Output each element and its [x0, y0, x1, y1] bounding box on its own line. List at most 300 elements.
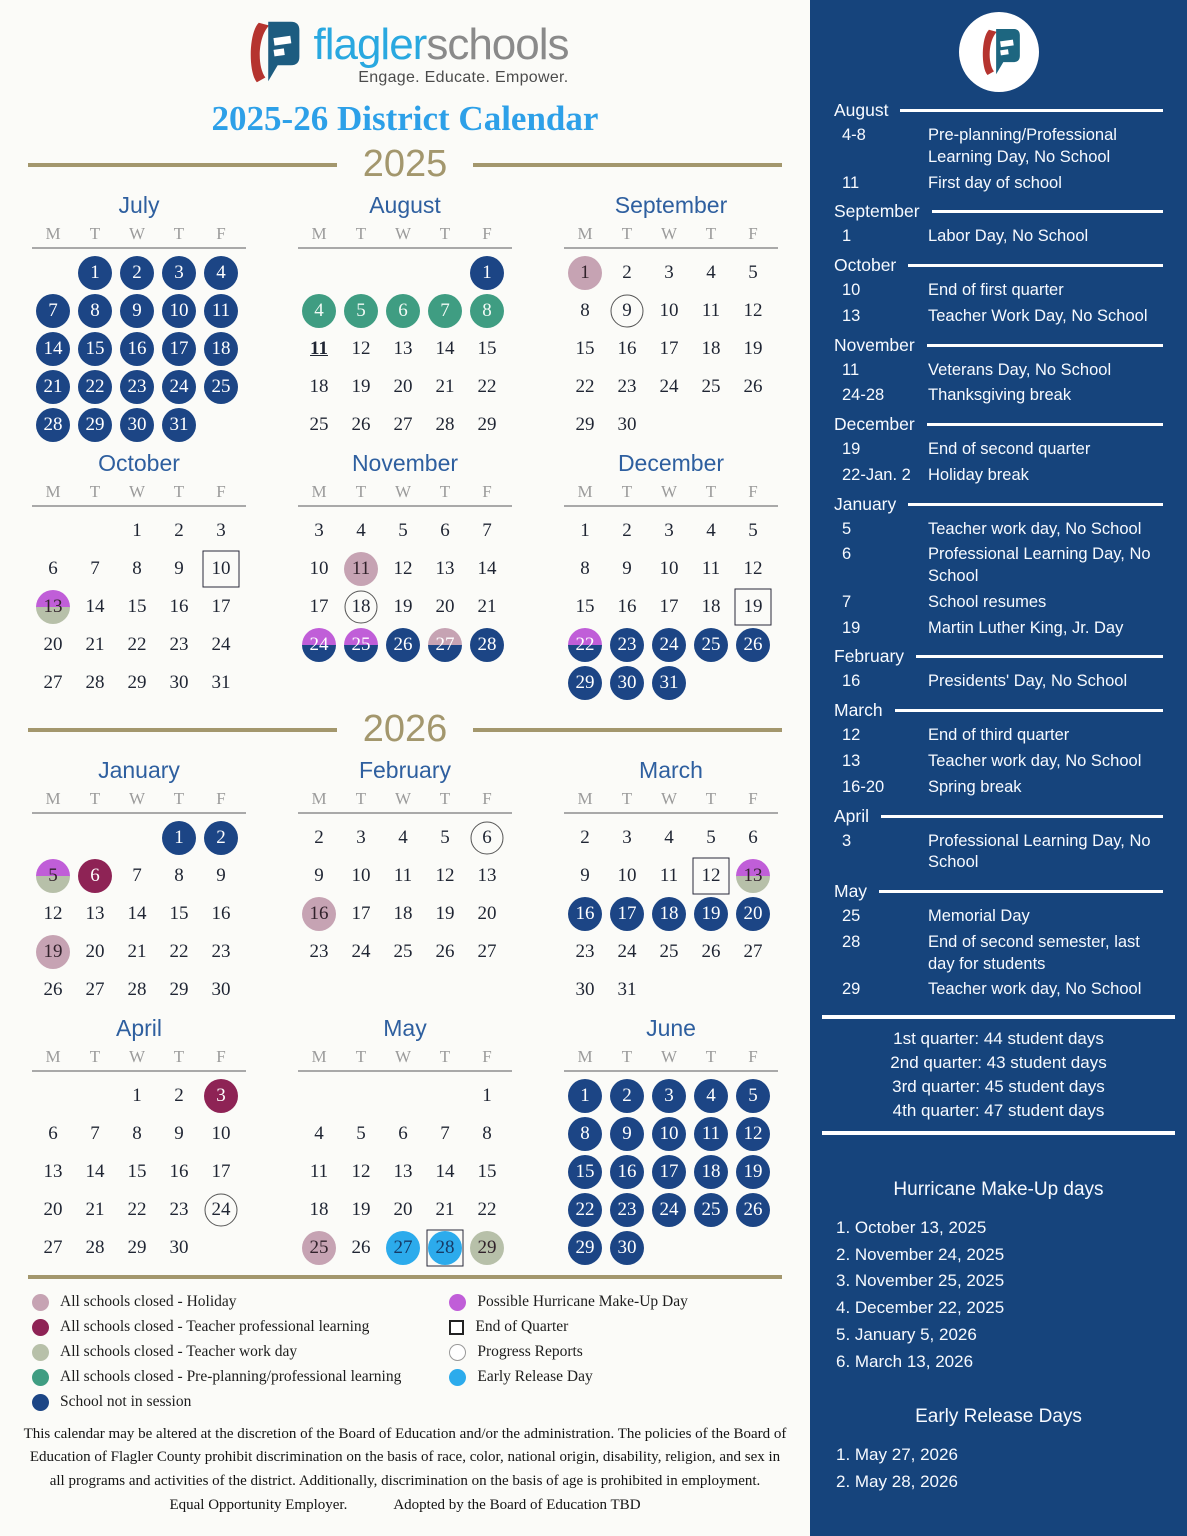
day-number: 5 [736, 1079, 770, 1113]
sidebar-month-february [834, 646, 1163, 693]
day-number: 29 [127, 672, 147, 693]
day-number: 29 [470, 1231, 504, 1265]
sidebar-month-header [834, 335, 1163, 356]
legend-label: All schools closed - Teacher work day [60, 1343, 298, 1360]
day-cell [424, 626, 466, 664]
day-cell [424, 292, 466, 330]
early-release-list [810, 1442, 1187, 1496]
legend-purple-marker [449, 1294, 466, 1311]
day-cell [606, 971, 648, 1009]
early-release-title: Early Release Days [915, 1405, 1082, 1427]
day-number: 21 [435, 376, 455, 397]
day-cell [564, 1191, 606, 1229]
day-number: 28 [127, 979, 147, 1000]
day-number: 14 [477, 558, 497, 579]
legend-item [32, 1368, 401, 1386]
day-number: 26 [386, 628, 420, 662]
day-number: 27 [477, 941, 497, 962]
day-cell [382, 1229, 424, 1267]
day-cell [298, 254, 340, 292]
day-cell [648, 933, 690, 971]
weekday-header-row [32, 482, 246, 507]
day-cell [200, 1115, 242, 1153]
day-cell [564, 254, 606, 292]
sidebar-month-header [834, 806, 1163, 827]
sidebar-month-name: September [834, 201, 920, 222]
year-divider-2025 [28, 143, 782, 186]
day-number: 21 [127, 941, 147, 962]
weekday-label: T [89, 789, 101, 808]
sidebar-month-december [834, 414, 1163, 487]
weekday-header-row [32, 1047, 246, 1072]
day-cell [424, 895, 466, 933]
sidebar-header-rule [916, 655, 1163, 658]
event-description: Spring break [928, 777, 1022, 796]
day-cell [200, 330, 242, 368]
day-cell [648, 406, 690, 444]
day-number: 6 [48, 558, 58, 579]
day-cell [606, 933, 648, 971]
day-number: 22 [127, 1199, 147, 1220]
weekday-header-row [298, 224, 512, 249]
day-cell [606, 1115, 648, 1153]
weekday-label: W [394, 224, 412, 243]
legend-label: Early Release Day [477, 1368, 593, 1385]
event-description: Memorial Day [928, 907, 1030, 926]
day-number: 9 [174, 558, 184, 579]
sidebar-header-rule [895, 709, 1163, 712]
event-date: 29 [842, 980, 861, 999]
day-number: 26 [43, 979, 63, 1000]
day-number: 11 [393, 865, 413, 886]
day-cell [648, 1077, 690, 1115]
day-cell [606, 406, 648, 444]
day-number: 19 [743, 338, 763, 359]
hurricane-makeup-day: 4. December 22, 2025 [836, 1298, 1005, 1318]
day-number: 16 [169, 596, 189, 617]
weekday-label: T [705, 482, 717, 501]
sidebar-month-header [834, 881, 1163, 902]
day-number: 14 [36, 332, 70, 366]
day-cell [158, 1077, 200, 1115]
day-cell [382, 550, 424, 588]
day-cell [648, 368, 690, 406]
month-title: January [98, 757, 180, 783]
day-number: 9 [580, 865, 590, 886]
day-number: 31 [652, 666, 686, 700]
legend-item [449, 1293, 687, 1311]
day-cell [32, 626, 74, 664]
day-number: 13 [393, 338, 413, 359]
day-number: 28 [435, 414, 455, 435]
day-cell [200, 1191, 242, 1229]
day-number: 12 [393, 558, 413, 579]
day-cell [340, 1153, 382, 1191]
day-cell [116, 588, 158, 626]
day-number: 4 [356, 520, 366, 541]
day-cell [32, 588, 74, 626]
event-date: 6 [842, 545, 852, 564]
day-cell [200, 1153, 242, 1191]
hurricane-makeup-day: 1. October 13, 2025 [836, 1217, 987, 1237]
legend-item [32, 1393, 401, 1411]
day-cell [340, 588, 382, 626]
early-release-day: 1. May 27, 2026 [836, 1444, 958, 1464]
day-cell [340, 933, 382, 971]
day-cell [382, 292, 424, 330]
day-cell [340, 857, 382, 895]
day-number: 12 [701, 865, 721, 886]
day-cell [74, 254, 116, 292]
day-number: 29 [127, 1237, 147, 1258]
day-number: 10 [659, 300, 679, 321]
day-number: 15 [477, 338, 497, 359]
day-number: 3 [664, 262, 674, 283]
day-cell [690, 626, 732, 664]
day-cell [606, 819, 648, 857]
event-description: Labor Day, No School [928, 227, 1089, 246]
month-january [6, 753, 272, 1011]
day-cell [158, 857, 200, 895]
month-days [564, 1077, 778, 1267]
day-cell [74, 588, 116, 626]
legend-right-column [449, 1293, 687, 1411]
day-number: 8 [580, 558, 590, 579]
day-cell [200, 664, 242, 702]
day-number: 4 [706, 520, 716, 541]
day-cell [340, 819, 382, 857]
day-number: 21 [477, 596, 497, 617]
day-number: 5 [748, 262, 758, 283]
day-cell [74, 857, 116, 895]
legend-label: All schools closed - Pre-planning/professional learning [60, 1368, 402, 1385]
month-days [298, 254, 512, 444]
day-number: 8 [174, 865, 184, 886]
day-cell [424, 550, 466, 588]
day-cell [298, 895, 340, 933]
day-cell [382, 330, 424, 368]
day-cell [32, 292, 74, 330]
day-cell [424, 588, 466, 626]
day-number: 1 [132, 520, 142, 541]
day-number: 27 [43, 1237, 63, 1258]
day-number: 22 [169, 941, 189, 962]
legend [0, 1279, 810, 1411]
day-number: 23 [211, 941, 231, 962]
event-description: Martin Luther King, Jr. Day [928, 618, 1124, 637]
day-number: 27 [743, 941, 763, 962]
event-date: 7 [842, 592, 852, 611]
day-number: 20 [435, 596, 455, 617]
day-cell [690, 1191, 732, 1229]
month-days [32, 512, 246, 702]
sidebar-event [834, 831, 1163, 875]
day-cell [382, 1153, 424, 1191]
day-cell [424, 819, 466, 857]
weekday-header-row [298, 482, 512, 507]
month-days [564, 512, 778, 702]
day-number: 23 [610, 628, 644, 662]
day-number: 23 [575, 941, 595, 962]
sidebar-month-name: December [834, 414, 915, 435]
day-cell [466, 292, 508, 330]
day-cell [340, 626, 382, 664]
month-days [564, 254, 778, 444]
day-cell [424, 1153, 466, 1191]
weekday-label: W [660, 1047, 678, 1066]
logo-wordmark: flaglerschools [313, 19, 569, 69]
day-number: 8 [568, 1117, 602, 1151]
day-number: 27 [43, 672, 63, 693]
day-number: 17 [309, 596, 329, 617]
weekday-label: F [748, 482, 758, 501]
day-cell [340, 1115, 382, 1153]
weekday-label: M [311, 482, 327, 501]
sidebar-month-november [834, 335, 1163, 408]
day-cell [298, 857, 340, 895]
quarter-days-line: 2nd quarter: 43 student days [890, 1052, 1107, 1072]
day-cell [732, 933, 774, 971]
day-number: 11 [204, 294, 238, 328]
day-cell [158, 254, 200, 292]
day-cell [690, 895, 732, 933]
month-days [32, 254, 246, 444]
day-number: 26 [351, 1237, 371, 1258]
day-number: 1 [470, 256, 504, 290]
day-cell [690, 1153, 732, 1191]
day-number: 28 [85, 672, 105, 693]
day-cell [158, 1191, 200, 1229]
event-description: Professional Learning Day, No School [928, 545, 1151, 586]
day-number: 24 [617, 941, 637, 962]
day-cell [606, 626, 648, 664]
day-number: 25 [701, 376, 721, 397]
weekday-label: T [89, 1047, 101, 1066]
quarter-days-line: 3rd quarter: 45 student days [892, 1076, 1105, 1096]
day-number: 12 [743, 558, 763, 579]
day-cell [32, 971, 74, 1009]
day-cell [298, 406, 340, 444]
day-cell [74, 330, 116, 368]
day-cell [690, 971, 732, 1009]
day-cell [116, 512, 158, 550]
sidebar-month-march [834, 700, 1163, 798]
month-title: April [115, 1015, 162, 1041]
day-cell [116, 1153, 158, 1191]
day-cell [466, 1153, 508, 1191]
day-cell [32, 550, 74, 588]
day-number: 21 [435, 1199, 455, 1220]
day-cell [32, 895, 74, 933]
day-number: 11 [659, 865, 679, 886]
month-june [538, 1011, 804, 1269]
weekday-header-row [564, 1047, 778, 1072]
weekday-label: M [577, 789, 593, 808]
weekday-label: M [45, 224, 61, 243]
day-cell [74, 664, 116, 702]
quarter-days-line: 4th quarter: 47 student days [892, 1101, 1105, 1121]
weekday-label: W [128, 224, 146, 243]
event-date: 16-20 [842, 777, 885, 796]
day-cell [116, 1229, 158, 1267]
month-december [538, 446, 804, 704]
day-cell [74, 819, 116, 857]
day-number: 19 [351, 1199, 371, 1220]
event-description: Pre-planning/Professional Learning Day, No School [928, 126, 1117, 166]
day-number: 10 [351, 865, 371, 886]
day-number: 6 [398, 1123, 408, 1144]
day-cell [298, 292, 340, 330]
weekday-header-row [298, 789, 512, 814]
month-title: May [383, 1015, 427, 1041]
day-cell [116, 406, 158, 444]
sidebar-month-name: April [834, 805, 870, 826]
day-cell [382, 512, 424, 550]
day-number: 20 [393, 376, 413, 397]
weekday-label: T [89, 224, 101, 243]
day-cell [158, 664, 200, 702]
day-number: 9 [174, 1123, 184, 1144]
sidebar-event [834, 306, 1163, 328]
weekday-label: T [173, 1047, 185, 1066]
day-cell [466, 550, 508, 588]
day-cell [158, 330, 200, 368]
day-number: 5 [440, 827, 450, 848]
day-cell [340, 406, 382, 444]
footer-bottom-line [22, 1494, 788, 1517]
sidebar-month-april [834, 806, 1163, 875]
weekday-label: T [621, 224, 633, 243]
day-cell [298, 550, 340, 588]
day-cell [158, 819, 200, 857]
day-number: 30 [610, 666, 644, 700]
day-number: 4 [664, 827, 674, 848]
weekday-label: M [45, 482, 61, 501]
day-number: 6 [748, 827, 758, 848]
day-number: 14 [435, 338, 455, 359]
day-cell [298, 933, 340, 971]
legend-label: End of Quarter [475, 1318, 569, 1335]
legend-square-marker [449, 1320, 464, 1335]
day-cell [74, 1115, 116, 1153]
sidebar-event [834, 979, 1163, 1001]
day-number: 30 [617, 414, 637, 435]
day-number: 30 [575, 979, 595, 1000]
day-cell [200, 626, 242, 664]
day-number: 17 [211, 596, 231, 617]
day-number: 6 [440, 520, 450, 541]
day-cell [466, 1229, 508, 1267]
event-date: 3 [842, 831, 852, 850]
day-cell [732, 368, 774, 406]
day-number: 2 [120, 256, 154, 290]
day-cell [382, 819, 424, 857]
day-number: 2 [204, 821, 238, 855]
day-number: 30 [120, 408, 154, 442]
day-number: 1 [78, 256, 112, 290]
day-number: 13 [393, 1161, 413, 1182]
day-cell [116, 933, 158, 971]
day-cell [382, 626, 424, 664]
day-number: 3 [204, 1079, 238, 1113]
legend-label: School not in session [60, 1393, 192, 1410]
day-cell [466, 819, 508, 857]
day-cell [32, 406, 74, 444]
sidebar-month-header [834, 255, 1163, 276]
day-cell [564, 512, 606, 550]
day-number: 12 [43, 903, 63, 924]
sidebar-flagler-logo-icon [959, 12, 1039, 92]
weekday-header-row [564, 224, 778, 249]
hurricane-makeup-day: 6. March 13, 2026 [836, 1351, 974, 1371]
day-cell [382, 588, 424, 626]
day-cell [200, 819, 242, 857]
day-number: 18 [309, 1199, 329, 1220]
day-cell [32, 254, 74, 292]
weekday-label: M [45, 1047, 61, 1066]
day-cell [158, 550, 200, 588]
quarter-summary [810, 1015, 1187, 1135]
day-cell [158, 971, 200, 1009]
legend-label: All schools closed - Holiday [60, 1293, 237, 1310]
weekday-label: T [173, 789, 185, 808]
day-cell [648, 254, 690, 292]
month-title: September [614, 192, 728, 218]
day-number: 27 [386, 1231, 420, 1265]
weekday-label: F [748, 1047, 758, 1066]
day-cell [116, 1191, 158, 1229]
day-number: 1 [568, 256, 602, 290]
legend-item [449, 1318, 687, 1336]
day-cell [32, 330, 74, 368]
hurricane-makeup-title: Hurricane Make-Up days [893, 1178, 1104, 1200]
sidebar-event [834, 544, 1163, 588]
day-number: 17 [659, 596, 679, 617]
event-description: Veterans Day, No School [928, 360, 1112, 379]
sidebar-divider [822, 1015, 1175, 1019]
day-cell [424, 368, 466, 406]
day-cell [606, 550, 648, 588]
day-cell [340, 1229, 382, 1267]
day-number: 25 [694, 628, 728, 662]
day-number: 28 [85, 1237, 105, 1258]
day-cell [424, 330, 466, 368]
day-cell [158, 1229, 200, 1267]
day-cell [32, 1229, 74, 1267]
day-cell [74, 368, 116, 406]
day-cell [648, 819, 690, 857]
day-cell [158, 1153, 200, 1191]
sidebar-header-rule [900, 109, 1163, 112]
day-number: 10 [617, 865, 637, 886]
day-number: 6 [482, 827, 492, 848]
day-cell [116, 330, 158, 368]
day-number: 12 [435, 865, 455, 886]
day-number: 12 [351, 1161, 371, 1182]
month-title: July [118, 192, 160, 218]
day-cell [606, 368, 648, 406]
day-number: 9 [216, 865, 226, 886]
day-cell [116, 1115, 158, 1153]
sidebar-header-rule [908, 503, 1163, 506]
event-date: 12 [842, 726, 861, 745]
day-cell [648, 857, 690, 895]
event-date: 19 [842, 618, 861, 637]
day-cell [340, 254, 382, 292]
day-number: 4 [706, 262, 716, 283]
sidebar-month-name: March [834, 700, 883, 721]
day-number: 8 [482, 1123, 492, 1144]
